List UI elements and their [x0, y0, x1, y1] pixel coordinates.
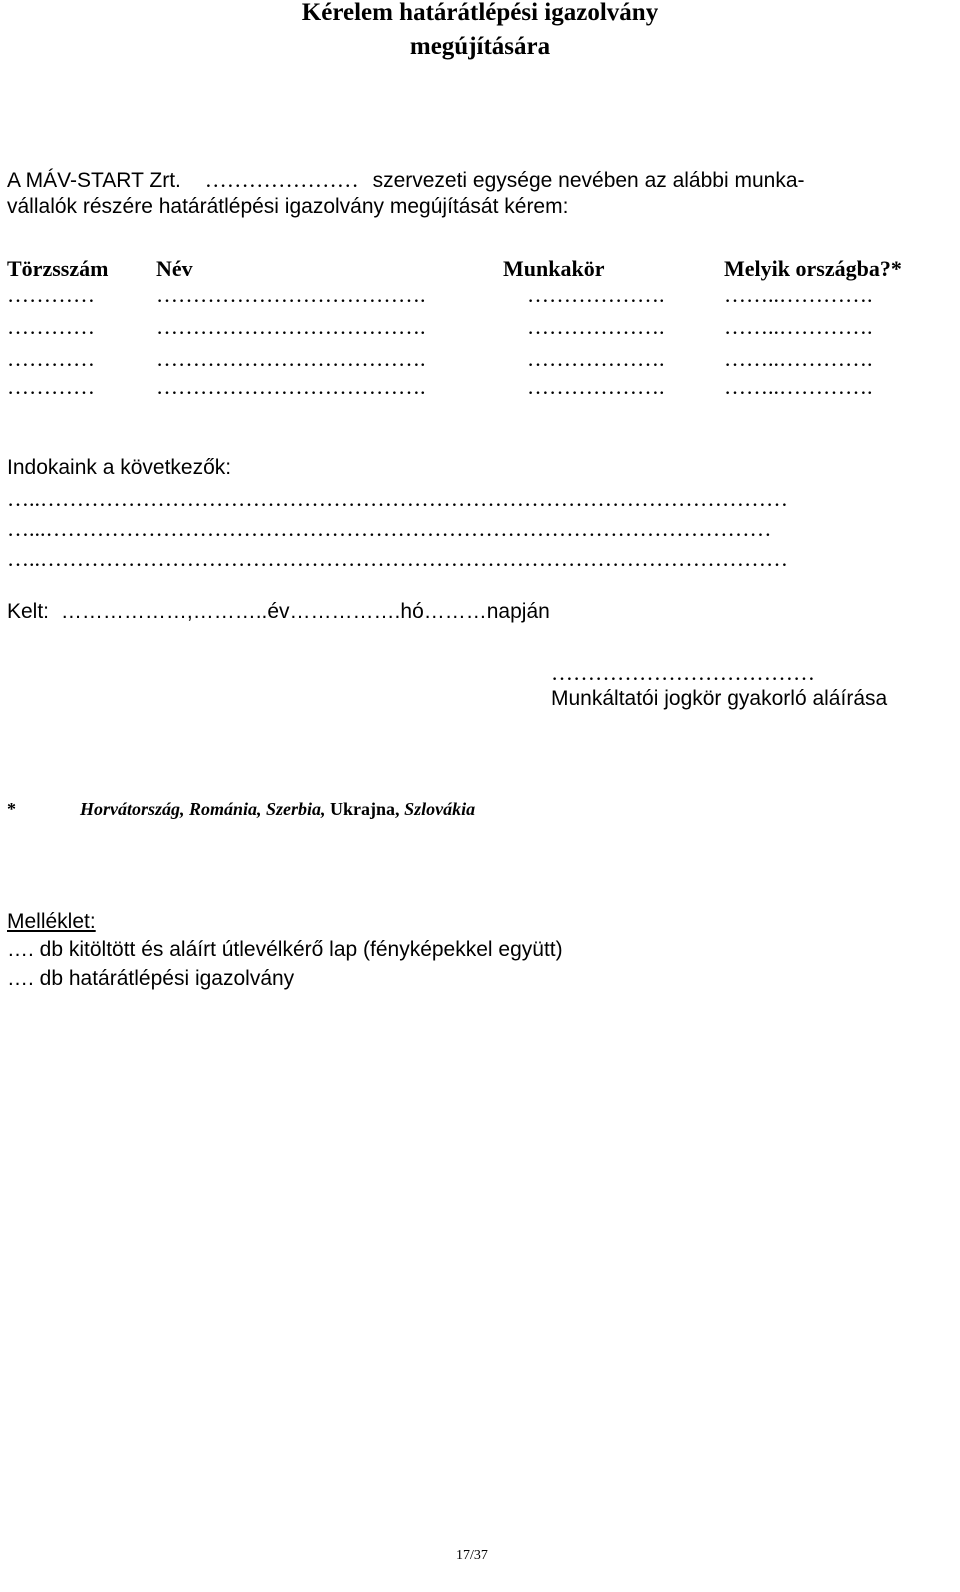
cell-orszag: ……..………….: [724, 374, 873, 399]
footnote-countries-italic: Horvátország, Románia, Szerbia,: [80, 799, 326, 819]
cell-nev: ……………………………….: [156, 374, 426, 399]
attachments-label-text: Melléklet:: [7, 910, 96, 933]
date-label: Kelt:: [7, 600, 50, 623]
cell-orszag: ……..………….: [724, 346, 873, 371]
header-munkakor: Munkakör: [503, 256, 605, 281]
signature-dots: ………………………………: [551, 660, 815, 685]
header-torzsszam: Törzsszám: [7, 256, 109, 281]
cell-nev: ……………………………….: [156, 314, 426, 339]
page-number: 17/37: [456, 1548, 488, 1563]
cell-orszag: ……..………….: [724, 314, 873, 339]
cell-torzsszam: …………: [7, 374, 95, 399]
reasons-line-2: …...………………………………………………………………………………………: [7, 516, 772, 541]
reasons-label: Indokaink a következők:: [7, 456, 232, 479]
attachments-label: [7, 910, 96, 934]
cell-munkakor: ……………….: [527, 374, 665, 399]
intro-line-1: [7, 167, 805, 193]
intro-line-2: vállalók részére határátlépési igazolvány megújítását kérem:: [7, 195, 569, 218]
cell-torzsszam: …………: [7, 314, 95, 339]
cell-torzsszam: …………: [7, 282, 95, 307]
cell-nev: ……………………………….: [156, 346, 426, 371]
footnote-country-plain: Ukrajna,: [330, 799, 400, 819]
title-line-2: megújítására: [409, 33, 551, 60]
footnote-text: [80, 799, 475, 820]
header-nev: Név: [156, 256, 193, 281]
signature-label: Munkáltatói jogkör gyakorló aláírása: [551, 687, 888, 710]
attachment-item: …. db kitöltött és aláírt útlevélkérő lap (fényképekkel együtt): [7, 938, 563, 961]
header-orszag: Melyik országba?*: [724, 256, 902, 281]
cell-munkakor: ……………….: [527, 314, 665, 339]
cell-nev: ……………………………….: [156, 282, 426, 307]
footnote-country-last: Szlovákia: [404, 799, 476, 819]
cell-torzsszam: …………: [7, 346, 95, 371]
cell-munkakor: ……………….: [527, 282, 665, 307]
attachment-item: …. db határátlépési igazolvány: [7, 967, 295, 990]
intro-dots: …………………: [204, 167, 359, 192]
date-fill: ………………,………..év…………….hó………napján: [60, 600, 550, 623]
cell-orszag: ……..………….: [724, 282, 873, 307]
title-line-1: Kérelem határátlépési igazolvány: [301, 0, 659, 26]
intro-suffix: szervezeti egysége nevében az alábbi munka-: [372, 169, 805, 192]
intro-prefix: A MÁV-START Zrt.: [7, 169, 181, 192]
date-row: [7, 600, 550, 624]
cell-munkakor: ……………….: [527, 346, 665, 371]
reasons-line-3: …..…………………………………………………………………………………………: [7, 546, 788, 571]
footnote-marker: *: [7, 799, 16, 819]
reasons-line-1: …..…………………………………………………………………………………………: [7, 486, 788, 511]
